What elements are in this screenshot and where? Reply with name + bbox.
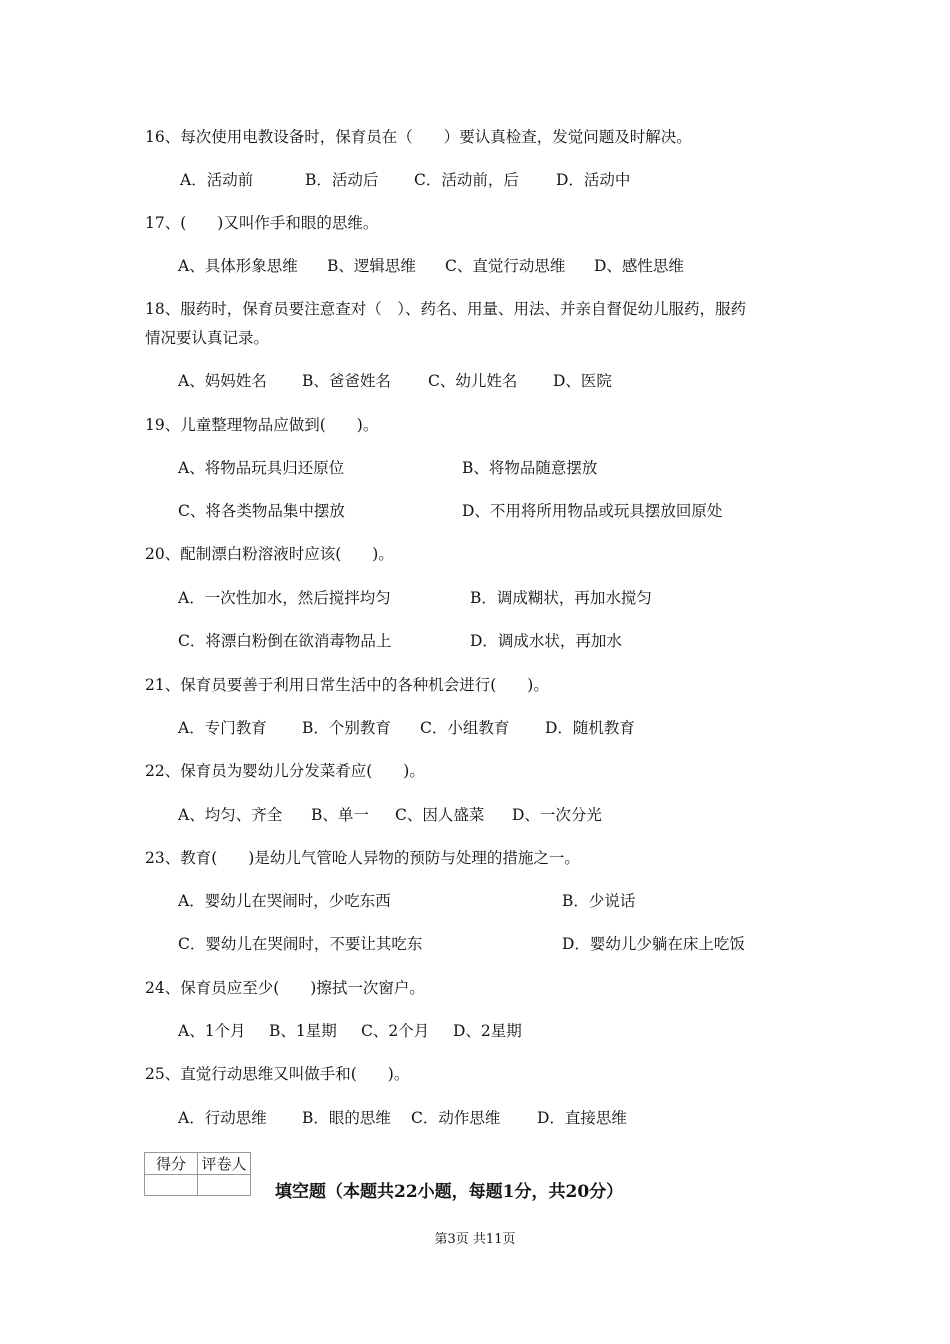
q20-option-b: B．调成糊状，再加水搅匀 bbox=[470, 589, 652, 607]
question-25-stem: 25、直觉行动思维又叫做手和( )。 bbox=[145, 1065, 410, 1083]
q24-option-d: D、2星期 bbox=[453, 1022, 522, 1040]
q25-option-a: A．行动思维 bbox=[178, 1109, 267, 1127]
q16-option-c: C．活动前，后 bbox=[414, 171, 519, 189]
q21-option-c: C．小组教育 bbox=[420, 719, 510, 737]
grader-cell[interactable] bbox=[198, 1175, 251, 1196]
q22-option-d: D、一次分光 bbox=[512, 806, 602, 824]
q23-option-a: A．婴幼儿在哭闹时，少吃东西 bbox=[178, 892, 391, 910]
question-17-stem: 17、( )又叫作手和眼的思维。 bbox=[145, 214, 379, 232]
score-header: 得分 bbox=[145, 1153, 198, 1175]
q23-option-c: C．婴幼儿在哭闹时，不要让其吃东 bbox=[178, 935, 423, 953]
q18-option-b: B、爸爸姓名 bbox=[302, 372, 391, 390]
q19-option-d: D、不用将所用物品或玩具摆放回原处 bbox=[462, 502, 723, 520]
q16-option-a: A．活动前 bbox=[180, 171, 254, 189]
q25-option-c: C．动作思维 bbox=[411, 1109, 501, 1127]
q24-option-c: C、2个月 bbox=[361, 1022, 430, 1040]
question-18-stem-cont: 情况要认真记录。 bbox=[145, 329, 270, 347]
q21-option-d: D．随机教育 bbox=[545, 719, 635, 737]
page-footer: 第3页 共11页 bbox=[434, 1232, 516, 1247]
q22-option-c: C、因人盛菜 bbox=[395, 806, 485, 824]
q19-option-a: A、将物品玩具归还原位 bbox=[178, 459, 345, 477]
q22-option-a: A、均匀、齐全 bbox=[178, 806, 283, 824]
question-22-stem: 22、保育员为婴幼儿分发菜肴应( )。 bbox=[145, 762, 425, 780]
q18-option-c: C、幼儿姓名 bbox=[428, 372, 518, 390]
q21-option-a: A．专门教育 bbox=[178, 719, 267, 737]
grader-header: 评卷人 bbox=[198, 1153, 251, 1175]
question-19-stem: 19、儿童整理物品应做到( )。 bbox=[145, 416, 379, 434]
q20-option-c: C．将漂白粉倒在欲消毒物品上 bbox=[178, 632, 392, 650]
q17-option-b: B、逻辑思维 bbox=[327, 257, 416, 275]
question-23-stem: 23、教育( )是幼儿气管呛人异物的预防与处理的措施之一。 bbox=[145, 849, 580, 867]
q18-option-a: A、妈妈姓名 bbox=[178, 372, 267, 390]
q22-option-b: B、单一 bbox=[311, 806, 369, 824]
q17-option-a: A、具体形象思维 bbox=[178, 257, 298, 275]
q16-option-b: B．活动后 bbox=[305, 171, 379, 189]
q25-option-b: B．眼的思维 bbox=[302, 1109, 391, 1127]
section-title: 填空题（本题共22小题，每题1分，共20分） bbox=[275, 1182, 624, 1202]
q20-option-a: A．一次性加水，然后搅拌均匀 bbox=[178, 589, 391, 607]
q20-option-d: D．调成水状，再加水 bbox=[470, 632, 622, 650]
q23-option-d: D．婴幼儿少躺在床上吃饭 bbox=[562, 935, 745, 953]
q18-option-d: D、医院 bbox=[553, 372, 612, 390]
q17-option-d: D、感性思维 bbox=[594, 257, 684, 275]
score-cell[interactable] bbox=[145, 1175, 198, 1196]
question-24-stem: 24、保育员应至少( )擦拭一次窗户。 bbox=[145, 979, 425, 997]
q19-option-b: B、将物品随意摆放 bbox=[462, 459, 598, 477]
question-18-stem: 18、服药时，保育员要注意查对（ ）、药名、用量、用法、并亲自督促幼儿服药，服药 bbox=[145, 300, 746, 318]
q25-option-d: D．直接思维 bbox=[537, 1109, 627, 1127]
q24-option-a: A、1个月 bbox=[178, 1022, 246, 1040]
q21-option-b: B．个别教育 bbox=[302, 719, 391, 737]
score-table bbox=[144, 1152, 251, 1196]
q17-option-c: C、直觉行动思维 bbox=[445, 257, 566, 275]
question-20-stem: 20、配制漂白粉溶液时应该( )。 bbox=[145, 545, 394, 563]
question-16-stem: 16、每次使用电教设备时，保育员在（ ）要认真检查，发觉问题及时解决。 bbox=[145, 128, 692, 146]
question-21-stem: 21、保育员要善于利用日常生活中的各种机会进行( )。 bbox=[145, 676, 549, 694]
q16-option-d: D．活动中 bbox=[556, 171, 631, 189]
q24-option-b: B、1星期 bbox=[269, 1022, 337, 1040]
q19-option-c: C、将各类物品集中摆放 bbox=[178, 502, 345, 520]
q23-option-b: B．少说话 bbox=[562, 892, 636, 910]
